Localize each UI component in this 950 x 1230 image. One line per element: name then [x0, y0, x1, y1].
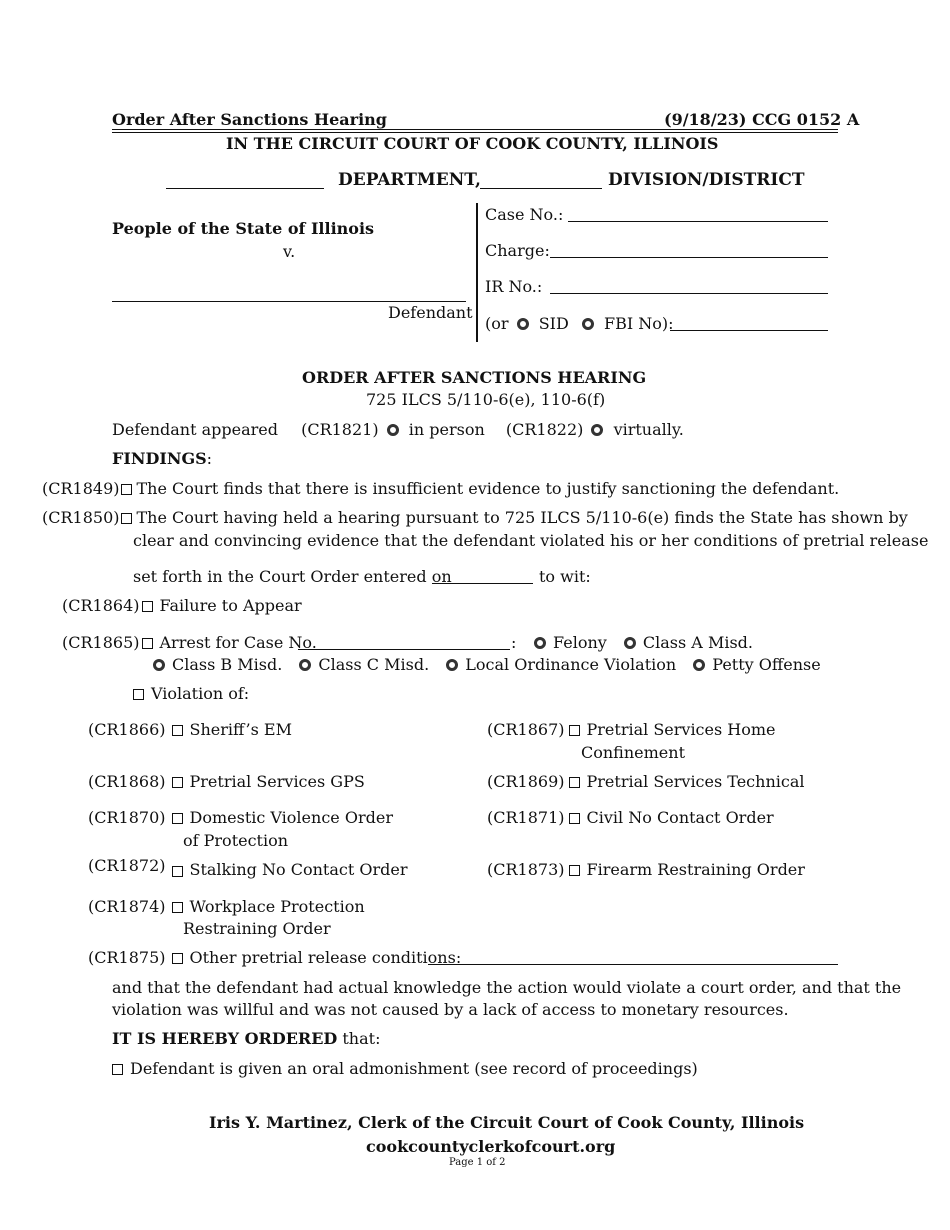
admonishment-checkbox[interactable] [112, 1064, 123, 1075]
cr1871-code: (CR1871) [487, 808, 565, 827]
page-number: Page 1 of 2 [449, 1157, 506, 1168]
class-c-label: Class C Misd. [318, 655, 430, 674]
findings-colon: : [206, 449, 213, 468]
violation-of-checkbox[interactable] [133, 689, 144, 700]
cr1850-text-2: clear and convincing evidence that the defendant violated his or her conditions of pretrial release [133, 531, 929, 550]
admonishment-row [110, 1059, 698, 1078]
versus: v. [283, 242, 296, 261]
cr1875-checkbox[interactable] [172, 953, 183, 964]
finding-insufficient [42, 479, 839, 498]
virtual-radio[interactable] [591, 424, 603, 436]
admonishment-label: Defendant is given an oral admonishment (see record of proceedings) [130, 1059, 698, 1078]
cr1850-code: (CR1850) [42, 508, 120, 527]
knowledge-line-2: violation was willful and was not caused by a lack of access to monetary resources. [112, 1000, 789, 1019]
appearance-row [112, 420, 684, 439]
cr1870-label-2: of Protection [183, 831, 289, 850]
plaintiff-name: People of the State of Illinois [112, 219, 375, 238]
ir-no-field[interactable] [550, 279, 828, 294]
fbi-label: FBI No): [604, 314, 674, 333]
sid-label: SID [538, 314, 569, 333]
ordered-heading-text: IT IS HEREBY ORDERED [112, 1029, 338, 1048]
class-a-radio[interactable] [624, 637, 636, 649]
ordered-that: that: [342, 1029, 381, 1048]
cr1870-label-1: Domestic Violence Order [189, 808, 393, 827]
cr1866-code: (CR1866) [88, 720, 166, 739]
cr1850-checkbox[interactable] [121, 513, 132, 524]
cr1866-label: Sheriff’s EM [189, 720, 292, 739]
cr1850-text-1: The Court having held a hearing pursuant to 725 ILCS 5/110-6(e) finds the State has shown by [136, 508, 908, 527]
offense-row-2 [150, 655, 821, 674]
ordered-heading [112, 1029, 380, 1048]
offense-row-1 [531, 633, 753, 652]
cr1849-checkbox[interactable] [121, 484, 132, 495]
to-wit: to wit: [539, 567, 591, 586]
appearance-label: Defendant appeared [112, 420, 278, 439]
cr1873-label: Firearm Restraining Order [586, 860, 805, 879]
or-label: (or [485, 314, 509, 333]
cr1865-code: (CR1865) [62, 633, 140, 652]
cr1873-code: (CR1873) [487, 860, 565, 879]
cr1873-row [487, 860, 805, 879]
form-title: Order After Sanctions Hearing [112, 110, 387, 129]
cr1871-checkbox[interactable] [569, 813, 580, 824]
header-rule [112, 129, 838, 130]
cr1869-label: Pretrial Services Technical [586, 772, 805, 791]
set-forth-label: set forth in the Court Order entered on [133, 567, 452, 586]
knowledge-line-1: and that the defendant had actual knowledge the action would violate a court order, and that the [112, 978, 902, 997]
order-title: ORDER AFTER SANCTIONS HEARING [302, 368, 647, 387]
cr1867-label-2: Confinement [581, 743, 685, 762]
violation-of-row [131, 684, 249, 703]
cr1871-row [487, 808, 774, 827]
cr1874-code: (CR1874) [88, 897, 166, 916]
cr1875-code: (CR1875) [88, 948, 166, 967]
cr1872-code: (CR1872) [88, 856, 166, 875]
fbi-radio[interactable] [582, 318, 594, 330]
cr1870-checkbox[interactable] [172, 813, 183, 824]
division-label: DIVISION/DISTRICT [608, 170, 805, 190]
department-label: DEPARTMENT, [338, 170, 481, 190]
petty-offense-radio[interactable] [693, 659, 705, 671]
cr1849-text: The Court finds that there is insufficient evidence to justify sanctioning the defendant. [136, 479, 840, 498]
cr1864-code: (CR1864) [62, 596, 140, 615]
cr1875-row [88, 948, 461, 967]
cr1867-row [487, 720, 776, 739]
cr1868-row [88, 772, 365, 791]
arrest-case-no-field[interactable] [298, 635, 510, 650]
charge-label: Charge: [485, 241, 550, 260]
cr1874-checkbox[interactable] [172, 902, 183, 913]
order-date-field[interactable] [432, 569, 533, 584]
defendant-name-blank[interactable] [112, 287, 466, 302]
ir-no-label: IR No.: [485, 277, 543, 296]
cr1871-label: Civil No Contact Order [586, 808, 774, 827]
felony-radio[interactable] [534, 637, 546, 649]
violation-of-label: Violation of: [151, 684, 250, 703]
cr1867-code: (CR1867) [487, 720, 565, 739]
cr1867-checkbox[interactable] [569, 725, 580, 736]
cr1864-label: Failure to Appear [159, 596, 302, 615]
cr1870-code: (CR1870) [88, 808, 166, 827]
header-rule-2 [112, 132, 838, 133]
sid-radio[interactable] [517, 318, 529, 330]
cr1868-code: (CR1868) [88, 772, 166, 791]
cr1874-row [88, 897, 365, 916]
class-c-radio[interactable] [299, 659, 311, 671]
arrest-row [62, 633, 317, 652]
cr1868-checkbox[interactable] [172, 777, 183, 788]
cr1865-checkbox[interactable] [142, 638, 153, 649]
department-blank[interactable] [166, 174, 324, 189]
cr1867-label-1: Pretrial Services Home [586, 720, 776, 739]
fbi-no-field[interactable] [670, 316, 828, 331]
class-b-radio[interactable] [153, 659, 165, 671]
class-b-label: Class B Misd. [172, 655, 283, 674]
other-conditions-field[interactable] [428, 950, 838, 965]
petty-offense-label: Petty Offense [712, 655, 821, 674]
cr1874-label-1: Workplace Protection [189, 897, 365, 916]
cr1875-label: Other pretrial release conditions: [189, 948, 462, 967]
cr1849-code: (CR1849) [42, 479, 120, 498]
cr1869-row [487, 772, 804, 791]
cr1864-checkbox[interactable] [142, 601, 153, 612]
form-code: (9/18/23) CCG 0152 A [664, 110, 860, 129]
division-blank[interactable] [480, 174, 602, 189]
felony-label: Felony [553, 633, 607, 652]
caption-divider [476, 203, 478, 342]
defendant-label: Defendant [388, 303, 473, 322]
sid-fbi-row [485, 314, 674, 333]
class-a-label: Class A Misd. [642, 633, 753, 652]
virtual-label: virtually. [613, 420, 684, 439]
cr1873-checkbox[interactable] [569, 865, 580, 876]
arrest-colon: : [511, 633, 517, 652]
findings-heading-text: FINDINGS [112, 449, 207, 468]
finding-violation [42, 508, 908, 527]
cr1869-checkbox[interactable] [569, 777, 580, 788]
local-ordinance-label: Local Ordinance Violation [465, 655, 677, 674]
in-person-radio[interactable] [387, 424, 399, 436]
virtual-code: (CR1822) [505, 420, 584, 439]
cr1866-row [88, 720, 292, 739]
cr1869-code: (CR1869) [487, 772, 565, 791]
arrest-label: Arrest for Case No. [159, 633, 317, 652]
case-no-field[interactable] [568, 207, 828, 222]
charge-field[interactable] [550, 243, 828, 258]
cr1872-label: Stalking No Contact Order [189, 860, 408, 879]
case-no-label: Case No.: [485, 205, 564, 224]
cr1872-checkbox[interactable] [172, 866, 183, 877]
clerk-line: Iris Y. Martinez, Clerk of the Circuit Court of Cook County, Illinois [209, 1113, 805, 1132]
cr1870-row [88, 808, 393, 827]
court-name: IN THE CIRCUIT COURT OF COOK COUNTY, ILLINOIS [226, 134, 719, 153]
fta-row [62, 596, 302, 615]
statute-citation: 725 ILCS 5/110-6(e), 110-6(f) [366, 390, 606, 409]
cr1874-label-2: Restraining Order [183, 919, 331, 938]
cr1868-label: Pretrial Services GPS [189, 772, 365, 791]
findings-heading [112, 449, 212, 468]
cr1872-row [88, 856, 407, 877]
in-person-label: in person [408, 420, 485, 439]
in-person-code: (CR1821) [301, 420, 379, 439]
clerk-website[interactable]: cookcountyclerkofcourt.org [366, 1137, 616, 1156]
cr1866-checkbox[interactable] [172, 725, 183, 736]
local-ordinance-radio[interactable] [446, 659, 458, 671]
